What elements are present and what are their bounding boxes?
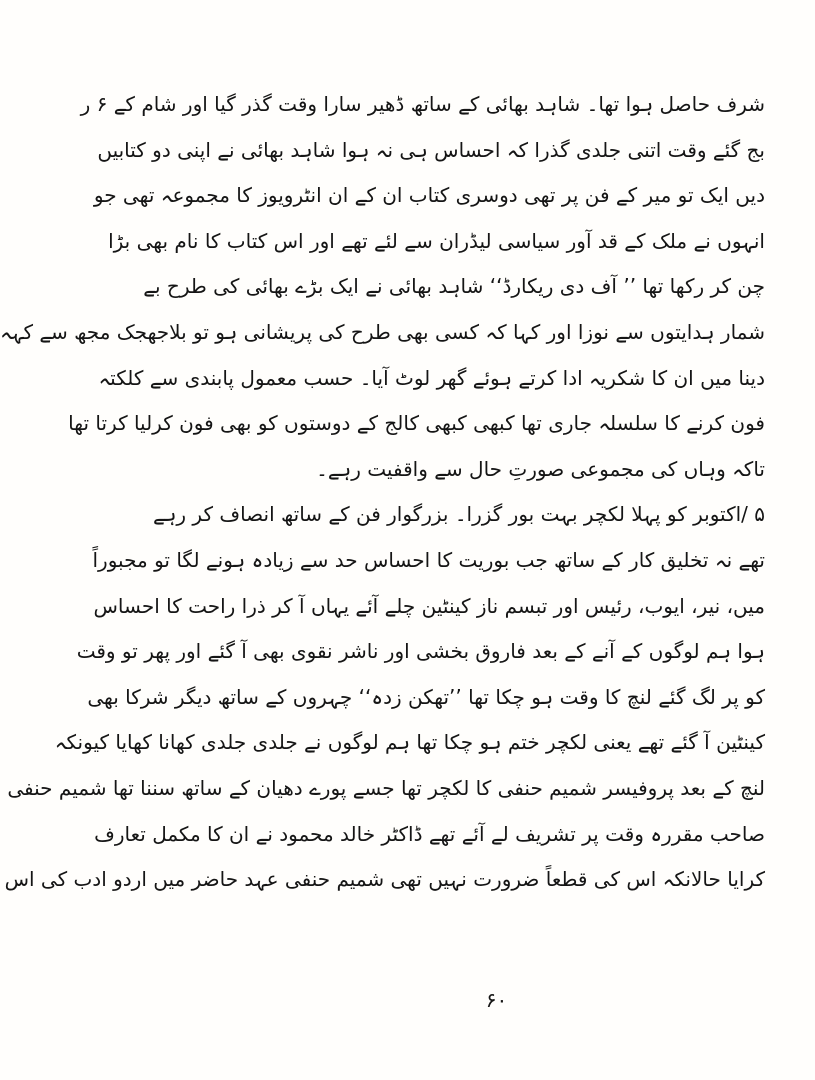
text-line-6: شمار ہدایتوں سے نوزا اور کہا کہ کسی بھی طرح کی پریشانی ہو تو بلاجھجک مجھ سے کہہ [0, 319, 765, 344]
text-line-5: چن کر رکھا تھا ’’ آف دی ریکارڈ‘‘ شاہد بھائی نے ایک بڑے بھائی کی طرح بے [143, 274, 765, 299]
text-line-3: دیں ایک تو میر کے فن پر تھی دوسری کتاب ان کے ان انٹرویوز کا مجموعہ تھی جو [93, 183, 765, 208]
page-text [0, 82, 765, 903]
text-line-14: کو پر لگ گئے لنچ کا وقت ہو چکا تھا ’’تھکن زدہ‘‘ چہروں کے ساتھ دیگر شرکا بھی [87, 684, 765, 709]
text-line-13: ہوا ہم لوگوں کے آنے کے بعد فاروق بخشی اور ناشر نقوی بھی آ گئے اور پھر تو وقت [76, 639, 765, 664]
text-line-8: فون کرنے کا سلسلہ جاری تھا کبھی کبھی کالج کے دوستوں کو بھی فون کرلیا کرتا تھا [68, 411, 765, 436]
text-line-4: انہوں نے ملک کے قد آور سیاسی لیڈران سے لئے تھے اور اس کتاب کا نام بھی بڑا [108, 228, 765, 253]
text-line-10: ۵ /اکتوبر کو پہلا لکچر بہت بور گزرا۔ بزرگوار فن کے ساتھ انصاف کر رہے [152, 502, 765, 527]
text-line-17: صاحب مقررہ وقت پر تشریف لے آئے تھے ڈاکٹر خالد محمود نے ان کا مکمل تعارف [94, 821, 765, 846]
text-line-16: لنچ کے بعد پروفیسر شمیم حنفی کا لکچر تھا جسے پورے دھیان کے ساتھ سننا تھا شمیم حنفی [7, 775, 765, 800]
text-line-1: شرف حاصل ہوا تھا۔ شاہد بھائی کے ساتھ ڈھیر سارا وقت گذر گیا اور شام کے ۶ ر [80, 92, 765, 116]
text-line-7: دینا میں ان کا شکریہ ادا کرتے ہوئے گھر لوٹ آیا۔ حسب معمول پابندی سے کلکتہ [98, 365, 765, 390]
text-line-12: میں، نیر، ایوب، رئیس اور تبسم ناز کینٹین چلے آئے یہاں آ کر ذرا راحت کا احساس [93, 593, 765, 618]
text-line-15: کینٹین آ گئے تھے یعنی لکچر ختم ہو چکا تھا ہم لوگوں نے جلدی جلدی کھانا کھایا کیونکہ [54, 730, 765, 755]
text-line-11: تھے نہ تخلیق کار کے ساتھ جب بوریت کا احساس حد سے زیادہ ہونے لگا تو مجبوراً [92, 547, 765, 572]
text-line-2: بج گئے وقت اتنی جلدی گذرا کہ احساس ہی نہ ہوا شاہد بھائی نے اپنی دو کتابیں [97, 137, 765, 162]
text-line-18: کرایا حالانکہ اس کی قطعاً ضرورت نہیں تھی شمیم حنفی عہد حاضر میں اردو ادب کی اس [4, 867, 765, 892]
text-line-9: تاکہ وہاں کی مجموعی صورتِ حال سے واقفیت رہے۔ [316, 456, 765, 481]
page-number: ۶۰ [485, 988, 508, 1012]
